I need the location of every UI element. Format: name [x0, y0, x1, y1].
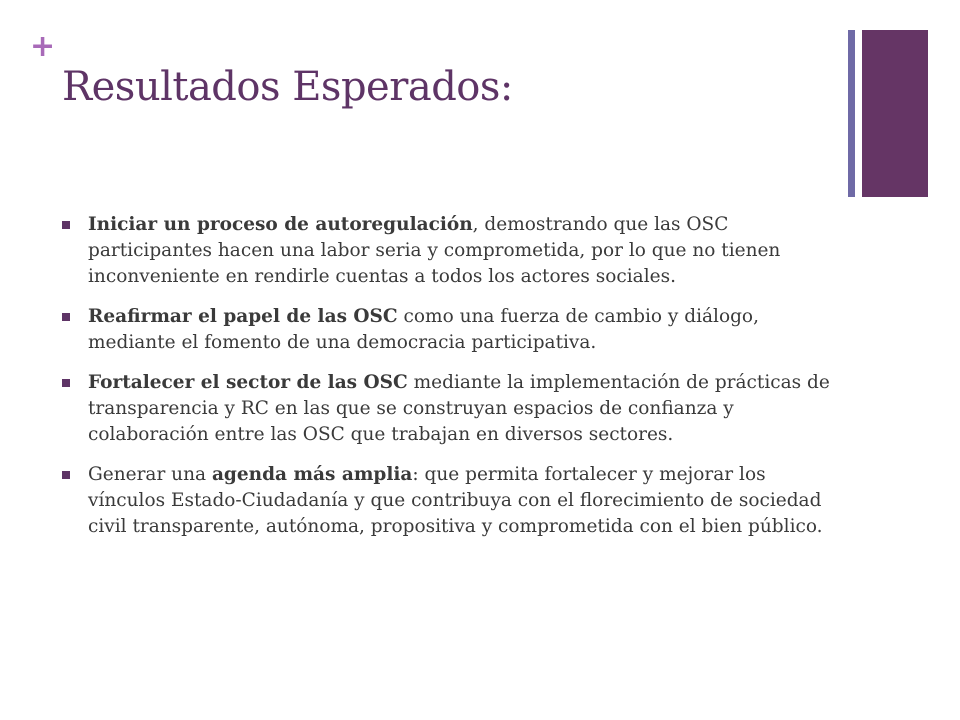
bullet-bold-text: Reafirmar el papel de las OSC: [88, 306, 398, 327]
bullet-item: [62, 462, 842, 540]
plus-icon: +: [30, 29, 56, 64]
bullet-list: [62, 212, 842, 554]
bullet-square-icon: [62, 313, 70, 321]
bullet-text: mediante la implementación de prácticas de transparencia y RC en las que se construyan espacios de confianza y colaboración entre las OSC que trabajan en diversos sectores.: [88, 372, 830, 445]
bullet-square-icon: [62, 379, 70, 387]
bullet-text: como una fuerza de cambio y diálogo, mediante el fomento de una democracia participativa.: [88, 306, 759, 353]
bullet-text: : que permita fortalecer y mejorar los vínculos Estado-Ciudadanía y que contribuya con el florecimiento de sociedad civil transparente, autónoma, propositiva y comprometida con el bien público.: [88, 464, 823, 537]
bullet-pre-text: Generar una: [88, 464, 212, 485]
bullet-bold-text: Iniciar un proceso de autoregulación: [88, 214, 473, 235]
bullet-square-icon: [62, 471, 70, 479]
bullet-text: , demostrando que las OSC participantes hacen una labor seria y comprometida, por lo que no tienen inconveniente en rendirle cuentas a todos los actores sociales.: [88, 214, 781, 287]
bullet-item: [62, 212, 842, 290]
bullet-bold-text: Fortalecer el sector de las OSC: [88, 372, 408, 393]
bullet-item: [62, 370, 842, 448]
bullet-square-icon: [62, 221, 70, 229]
decorative-bar-thick: [862, 30, 928, 197]
bullet-bold-text: agenda más amplia: [211, 464, 413, 485]
slide-title: Resultados Esperados:: [62, 64, 513, 110]
bullet-item: [62, 304, 842, 356]
decorative-bar-thin: [848, 30, 855, 197]
